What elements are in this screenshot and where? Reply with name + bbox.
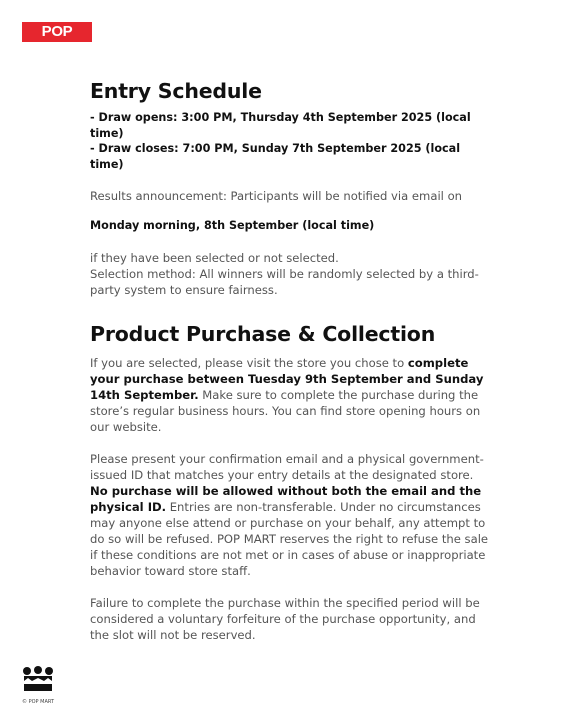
entry-schedule-heading: Entry Schedule	[90, 79, 262, 103]
selection-method-text: Selection method: All winners will be randomly selected by a third-party system to ensure fairness.	[90, 267, 479, 297]
id-requirement-notice: No purchase will be allowed without both the email and the physical ID.	[90, 484, 482, 514]
purchase-p2-end: Entries are non-transferable. Under no circumstances may anyone else attend or purchase on your behalf, any attempt to do so will be refused. POP MART reserves the right to refuse the sale if these conditions are not met or in cases of abuse or inappropriate behavior toward store staff.	[90, 500, 489, 578]
draw-dates-list	[90, 110, 490, 172]
draw-opens-item: - Draw opens: 3:00 PM, Thursday 4th September 2025 (local time)	[90, 111, 471, 140]
brand-logo: POP MART	[22, 22, 92, 42]
purchase-heading: Product Purchase & Collection	[90, 322, 436, 346]
main-content	[90, 76, 490, 643]
results-date: Monday morning, 8th September (local time)	[90, 219, 375, 232]
purchase-p1-end: Make sure to complete the purchase during the store’s regular business hours. You can find store opening hours on our website.	[90, 388, 481, 434]
results-outro-text: if they have been selected or not selected.	[90, 251, 339, 265]
draw-closes-item: - Draw closes: 7:00 PM, Sunday 7th September 2025 (local time)	[90, 142, 461, 171]
purchase-paragraph-3: Failure to complete the purchase within the specified period will be considered a voluntary forfeiture of the purchase opportunity, and the slot will not be reserved.	[90, 596, 480, 642]
crown-icon	[22, 666, 54, 692]
purchase-window-dates: complete your purchase between Tuesday 9th September and Sunday 14th September.	[90, 356, 484, 402]
purchase-p2-start: Please present your confirmation email and a physical government-issued ID that matches your entry details at the designated store.	[90, 452, 484, 482]
results-intro-text: Results announcement: Participants will be notified via email on	[90, 189, 463, 203]
purchase-paragraph-1	[90, 355, 490, 435]
purchase-paragraph-2	[90, 451, 490, 579]
copyright-text: © POP MART	[22, 699, 55, 705]
purchase-p1-start: If you are selected, please visit the store you chose to	[90, 356, 408, 370]
